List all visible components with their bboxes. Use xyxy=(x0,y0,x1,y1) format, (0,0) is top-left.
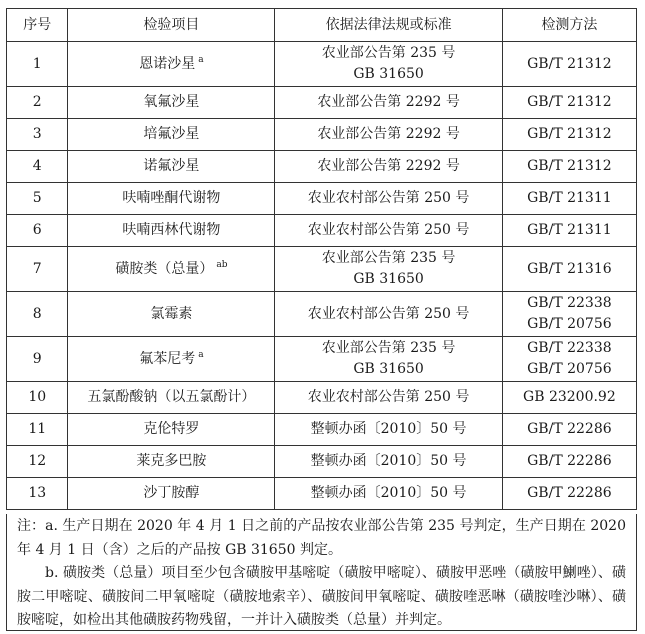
row-test-method xyxy=(502,42,636,87)
row-legal-basis xyxy=(275,215,502,247)
row-legal-basis xyxy=(275,292,502,337)
test-item-name: 呋喃西林代谢物 xyxy=(122,222,221,238)
header-test-method: 检测方法 xyxy=(502,9,636,42)
row-serial-no: 10 xyxy=(7,382,68,414)
table-row xyxy=(7,183,637,215)
test-method-line: GB/T 20756 xyxy=(527,361,612,377)
row-serial-no: 6 xyxy=(7,215,68,247)
test-method-line: GB/T 21312 xyxy=(527,158,612,174)
legal-basis-line: GB 31650 xyxy=(353,361,424,377)
row-test-item xyxy=(68,247,275,292)
row-serial-no: 2 xyxy=(7,87,68,119)
test-method-line: GB/T 21312 xyxy=(527,126,612,142)
legal-basis-line: 整顿办函〔2010〕50 号 xyxy=(310,421,467,437)
row-legal-basis xyxy=(275,151,502,183)
test-item-name: 氟苯尼考 xyxy=(139,350,196,367)
legal-basis-line: 农业农村部公告第 250 号 xyxy=(307,190,470,206)
legal-basis-line: 农业部公告第 2292 号 xyxy=(317,94,460,110)
row-legal-basis xyxy=(275,382,502,414)
header-test-item: 检验项目 xyxy=(68,9,275,42)
row-legal-basis xyxy=(275,446,502,478)
row-legal-basis xyxy=(275,183,502,215)
test-item-name: 呋喃唑酮代谢物 xyxy=(122,190,221,206)
test-item-name: 磺胺类（总量） xyxy=(115,260,214,277)
row-legal-basis xyxy=(275,247,502,292)
row-test-method xyxy=(502,215,636,247)
legal-basis-line: 农业农村部公告第 250 号 xyxy=(307,305,470,322)
row-test-item xyxy=(68,414,275,446)
test-method-line: GB/T 22286 xyxy=(527,453,612,469)
test-method-line: GB/T 21316 xyxy=(527,260,612,277)
row-legal-basis xyxy=(275,414,502,446)
legal-basis-line: GB 31650 xyxy=(353,271,424,287)
row-serial-no: 9 xyxy=(7,337,68,382)
legal-basis-line: 农业部公告第 235 号 xyxy=(321,340,456,356)
test-item-name: 氧氟沙星 xyxy=(143,94,200,110)
inspection-table xyxy=(6,8,637,510)
test-method-line: GB/T 21312 xyxy=(527,94,612,110)
test-item-name: 沙丁胺醇 xyxy=(143,485,200,501)
row-serial-no: 11 xyxy=(7,414,68,446)
header-legal-basis: 依据法律法规或标准 xyxy=(275,9,502,42)
test-method-line: GB/T 20756 xyxy=(527,316,612,332)
row-serial-no: 8 xyxy=(7,292,68,337)
table-header-row xyxy=(7,9,637,42)
row-test-method xyxy=(502,414,636,446)
test-method-line: GB/T 22338 xyxy=(527,340,612,356)
row-test-method xyxy=(502,446,636,478)
row-legal-basis xyxy=(275,478,502,510)
table-row xyxy=(7,119,637,151)
test-item-name: 培氟沙星 xyxy=(143,126,200,142)
row-test-method xyxy=(502,478,636,510)
row-legal-basis xyxy=(275,87,502,119)
row-serial-no: 4 xyxy=(7,151,68,183)
row-test-method xyxy=(502,151,636,183)
legal-basis-line: 农业农村部公告第 250 号 xyxy=(307,222,470,238)
row-test-method xyxy=(502,382,636,414)
table-row xyxy=(7,446,637,478)
row-test-method xyxy=(502,87,636,119)
table-row xyxy=(7,151,637,183)
row-test-method xyxy=(502,183,636,215)
row-serial-no: 13 xyxy=(7,478,68,510)
row-legal-basis xyxy=(275,337,502,382)
header-serial-no: 序号 xyxy=(7,9,68,42)
table-row xyxy=(7,42,637,87)
test-item-name: 克伦特罗 xyxy=(143,421,200,437)
table-row xyxy=(7,337,637,382)
row-test-method xyxy=(502,247,636,292)
table-row xyxy=(7,382,637,414)
row-test-item xyxy=(68,382,275,414)
row-legal-basis xyxy=(275,42,502,87)
test-method-line: GB/T 22338 xyxy=(527,295,612,311)
legal-basis-line: 农业农村部公告第 250 号 xyxy=(307,389,470,405)
footnote-a: 注：a. 生产日期在 2020 年 4 月 1 日之前的产品按农业部公告第 235 号判定，生产日期在 2020 年 4 月 1 日（含）之后的产品按 GB 31650 判定。 xyxy=(17,518,626,558)
table-row xyxy=(7,292,637,337)
test-method-line: GB/T 22286 xyxy=(527,421,612,437)
test-method-line: GB/T 21311 xyxy=(527,222,612,238)
legal-basis-line: 整顿办函〔2010〕50 号 xyxy=(310,485,467,501)
legal-basis-line: 整顿办函〔2010〕50 号 xyxy=(310,453,467,469)
test-item-name: 莱克多巴胺 xyxy=(136,453,207,469)
test-item-name: 恩诺沙星 xyxy=(139,55,196,72)
legal-basis-line: 农业部公告第 235 号 xyxy=(321,250,456,266)
row-test-item xyxy=(68,42,275,87)
footnote-marker: ab xyxy=(216,259,228,270)
test-method-line: GB 23200.92 xyxy=(523,389,616,405)
legal-basis-line: 农业部公告第 2292 号 xyxy=(317,126,460,142)
footnote-marker: a xyxy=(198,54,204,65)
legal-basis-line: 农业部公告第 235 号 xyxy=(321,45,456,61)
row-serial-no: 7 xyxy=(7,247,68,292)
test-item-name: 氯霉素 xyxy=(150,305,193,322)
row-test-method xyxy=(502,337,636,382)
row-serial-no: 12 xyxy=(7,446,68,478)
table-body xyxy=(7,42,637,510)
table-row xyxy=(7,87,637,119)
row-serial-no: 5 xyxy=(7,183,68,215)
test-method-line: GB/T 22286 xyxy=(527,485,612,501)
test-method-line: GB/T 21312 xyxy=(527,55,612,72)
table-row xyxy=(7,414,637,446)
legal-basis-line: GB 31650 xyxy=(353,66,424,82)
table-row xyxy=(7,247,637,292)
row-test-item xyxy=(68,119,275,151)
row-serial-no: 3 xyxy=(7,119,68,151)
row-legal-basis xyxy=(275,119,502,151)
row-test-item xyxy=(68,151,275,183)
row-test-item xyxy=(68,446,275,478)
table-row xyxy=(7,215,637,247)
row-test-item xyxy=(68,478,275,510)
row-test-item xyxy=(68,337,275,382)
footnote-b: b. 磺胺类（总量）项目至少包含磺胺甲基嘧啶（磺胺甲嘧啶）、磺胺甲恶唑（磺胺甲鯻唑）、磺胺二甲嘧啶、磺胺间二甲氧嘧啶（磺胺地索辛）、磺胺间甲氧嘧啶、磺胺喹恶啉（磺胺喹沙啉）、磺胺嘧啶，如检出其他磺胺药物残留，一并计入磺胺类（总量）并判定。 xyxy=(17,565,626,628)
footnotes xyxy=(6,514,637,631)
row-serial-no: 1 xyxy=(7,42,68,87)
test-item-name: 诺氟沙星 xyxy=(143,158,200,174)
row-test-item xyxy=(68,215,275,247)
legal-basis-line: 农业部公告第 2292 号 xyxy=(317,158,460,174)
row-test-item xyxy=(68,292,275,337)
footnote-marker: a xyxy=(198,349,204,360)
row-test-item xyxy=(68,183,275,215)
test-method-line: GB/T 21311 xyxy=(527,190,612,206)
test-item-name: 五氯酚酸钠（以五氯酚计） xyxy=(87,389,256,405)
row-test-item xyxy=(68,87,275,119)
row-test-method xyxy=(502,119,636,151)
row-test-method xyxy=(502,292,636,337)
table-row xyxy=(7,478,637,510)
